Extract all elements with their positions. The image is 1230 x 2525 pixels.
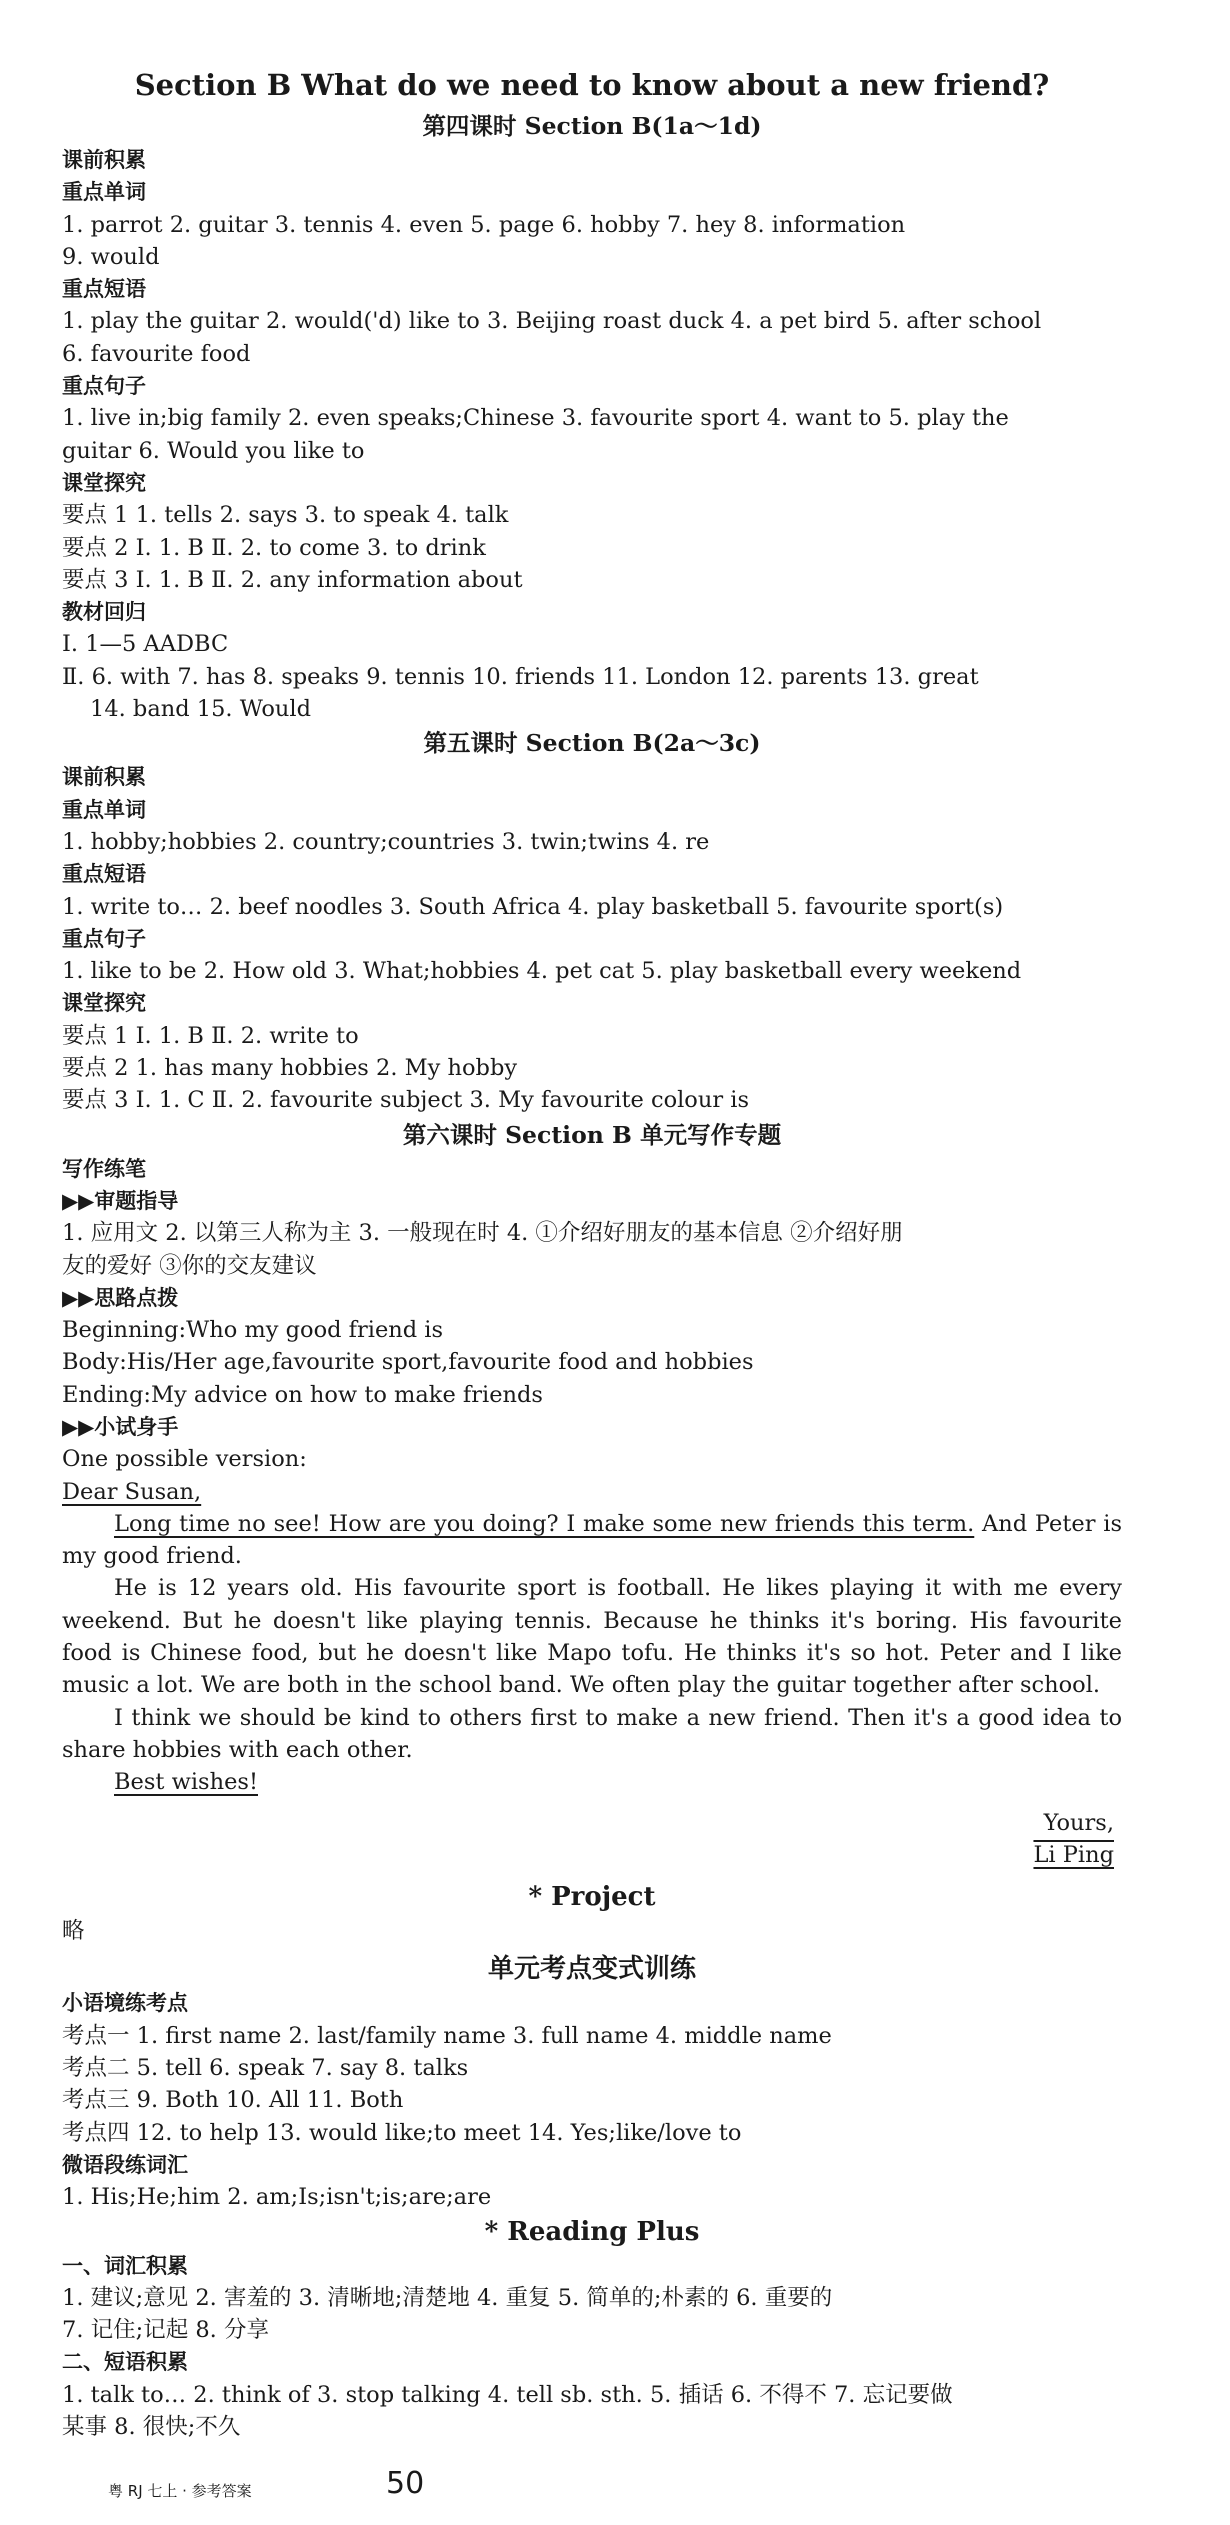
lesson4-keypoint2: 要点 2 Ⅰ. 1. B Ⅱ. 2. to come 3. to drink xyxy=(62,534,486,561)
reading-vocab-line1: 1. 建议;意见 2. 害羞的 3. 清晰地;清楚地 4. 重复 5. 简单的;朴素的 6. 重要的 xyxy=(62,2284,833,2311)
lesson4-sentences-line1: 1. live in;big family 2. even speaks;Chinese 3. favourite sport 4. want to 5. play the xyxy=(62,405,1009,432)
reading-vocab-line2: 7. 记住;记起 8. 分享 xyxy=(62,2317,269,2344)
reading-plus-title: * Reading Plus xyxy=(484,2216,700,2247)
lesson6-try-heading: ▶▶小试身手 xyxy=(62,1414,179,1439)
lesson4-explore-heading: 课堂探究 xyxy=(62,470,146,495)
lesson5-words-heading: 重点单词 xyxy=(62,797,146,822)
letter-paragraph1-underlined: Long time no see! How are you doing? I make some new friends this term. xyxy=(114,1510,975,1537)
lesson6-idea-line3: Ending:My advice on how to make friends xyxy=(62,1381,543,1408)
reading-vocab-heading: 一、词汇积累 xyxy=(62,2253,188,2278)
unit-micro-line1: 1. His;He;him 2. am;Is;isn't;is;are;are xyxy=(62,2184,492,2211)
lesson6-guide-line1: 1. 应用文 2. 以第三人称为主 3. 一般现在时 4. ①介绍好朋友的基本信息 ②介绍好朋 xyxy=(62,1220,903,1247)
lesson4-sentences-line2: guitar 6. Would you like to xyxy=(62,437,365,464)
lesson6-idea-line2: Body:His/Her age,favourite sport,favourite food and hobbies xyxy=(62,1349,754,1376)
lesson6-idea-heading: ▶▶思路点拨 xyxy=(62,1285,179,1310)
lesson6-idea-line1: Beginning:Who my good friend is xyxy=(62,1317,444,1344)
section-title: Section B What do we need to know about a new friend? xyxy=(134,68,1050,102)
lesson5-keypoint3: 要点 3 Ⅰ. 1. C Ⅱ. 2. favourite subject 3. My favourite colour is xyxy=(62,1087,749,1114)
footer-label: 粤 RJ 七上 · 参考答案 xyxy=(108,2482,252,2500)
lesson4-pre-heading: 课前积累 xyxy=(62,148,146,172)
lesson5-phrases-line1: 1. write to… 2. beef noodles 3. South Africa 4. play basketball 5. favourite sport(s) xyxy=(62,893,1004,920)
lesson5-title: 第五课时 Section B(2a～3c) xyxy=(423,729,761,758)
lesson6-guide-heading: ▶▶审题指导 xyxy=(62,1188,179,1213)
letter-paragraph1-rest: And Peter is my good friend. xyxy=(62,1510,1122,1570)
lesson5-sentences-line1: 1. like to be 2. How old 3. What;hobbies 4. pet cat 5. play basketball every weekend xyxy=(62,958,1022,985)
unit-point1: 考点一 1. first name 2. last/family name 3. full name 4. middle name xyxy=(62,2022,832,2049)
letter-paragraph2: He is 12 years old. His favourite sport is football. He likes playing it with me every weekend. But he doesn't like playing tennis. Because he thinks it's boring. His favourite food is Chinese food, but he doesn't like Mapo tofu. He thinks it's so hot. Peter and I like music a lot. We are both in the school band. We often play the guitar together after school. xyxy=(62,1575,1122,1699)
unit-micro-heading: 微语段练词汇 xyxy=(62,2152,188,2177)
letter-paragraph3: I think we should be kind to others first to make a new friend. Then it's a good idea to share hobbies with each other. xyxy=(62,1704,1122,1763)
lesson5-keypoint2: 要点 2 1. has many hobbies 2. My hobby xyxy=(62,1055,518,1082)
lesson6-writing-heading: 写作练笔 xyxy=(62,1156,146,1181)
lesson4-keypoint1: 要点 1 1. tells 2. says 3. to speak 4. talk xyxy=(62,502,509,529)
page-number: 50 xyxy=(386,2466,425,2501)
lesson4-review-line3: 14. band 15. Would xyxy=(90,696,311,723)
lesson4-review-line2: Ⅱ. 6. with 7. has 8. speaks 9. tennis 10. friends 11. London 12. parents 13. great xyxy=(62,663,979,690)
letter-yours: Yours, xyxy=(1043,1809,1114,1836)
lesson4-phrases-line1: 1. play the guitar 2. would('d) like to 3. Beijing roast duck 4. a pet bird 5. after school xyxy=(62,308,1042,335)
lesson5-explore-heading: 课堂探究 xyxy=(62,991,146,1016)
lesson4-phrases-heading: 重点短语 xyxy=(62,277,146,302)
lesson5-words-line1: 1. hobby;hobbies 2. country;countries 3. twin;twins 4. re xyxy=(62,828,710,855)
lesson5-pre-heading: 课前积累 xyxy=(62,765,146,790)
letter-greeting: Dear Susan, xyxy=(62,1478,202,1505)
project-title: * Project xyxy=(528,1882,656,1913)
possible-version-label: One possible version: xyxy=(62,1446,307,1473)
lesson4-phrases-line2: 6. favourite food xyxy=(62,340,251,367)
lesson4-title: 第四课时 Section B(1a～1d) xyxy=(422,112,762,140)
unit-training-title: 单元考点变式训练 xyxy=(487,1954,696,1985)
unit-point3: 考点三 9. Both 10. All 11. Both xyxy=(62,2087,404,2114)
unit-context-heading: 小语境练考点 xyxy=(62,1991,188,2016)
lesson6-guide-line2: 友的爱好 ③你的交友建议 xyxy=(62,1252,317,1279)
reading-phrase-line1: 1. talk to… 2. think of 3. stop talking 4. tell sb. sth. 5. 插话 6. 不得不 7. 忘记要做 xyxy=(62,2381,953,2408)
lesson4-keypoint3: 要点 3 Ⅰ. 1. B Ⅱ. 2. any information about xyxy=(62,566,523,593)
letter-paragraph1 xyxy=(62,1508,1122,1573)
unit-point2: 考点二 5. tell 6. speak 7. say 8. talks xyxy=(62,2055,469,2082)
lesson5-sentences-heading: 重点句子 xyxy=(62,926,146,951)
lesson4-words-line2: 9. would xyxy=(62,243,160,270)
reading-phrase-heading: 二、短语积累 xyxy=(62,2350,188,2375)
answer-page xyxy=(62,62,1122,2443)
lesson6-title: 第六课时 Section B 单元写作专题 xyxy=(402,1120,782,1149)
unit-point4: 考点四 12. to help 13. would like;to meet 14. Yes;like/love to xyxy=(62,2119,742,2146)
lesson5-keypoint1: 要点 1 Ⅰ. 1. B Ⅱ. 2. write to xyxy=(62,1022,359,1049)
letter-signature: Li Ping xyxy=(1033,1841,1114,1868)
lesson5-phrases-heading: 重点短语 xyxy=(62,862,146,887)
letter-closing: Best wishes! xyxy=(114,1769,258,1796)
lesson4-words-heading: 重点单词 xyxy=(62,180,146,205)
project-body: 略 xyxy=(62,1918,85,1945)
lesson4-review-line1: Ⅰ. 1—5 AADBC xyxy=(62,631,229,658)
lesson4-words-line1: 1. parrot 2. guitar 3. tennis 4. even 5. page 6. hobby 7. hey 8. information xyxy=(62,211,906,238)
lesson4-sentences-heading: 重点句子 xyxy=(62,374,146,399)
lesson4-review-heading: 教材回归 xyxy=(62,600,146,625)
reading-phrase-line2: 某事 8. 很快;不久 xyxy=(62,2414,241,2440)
